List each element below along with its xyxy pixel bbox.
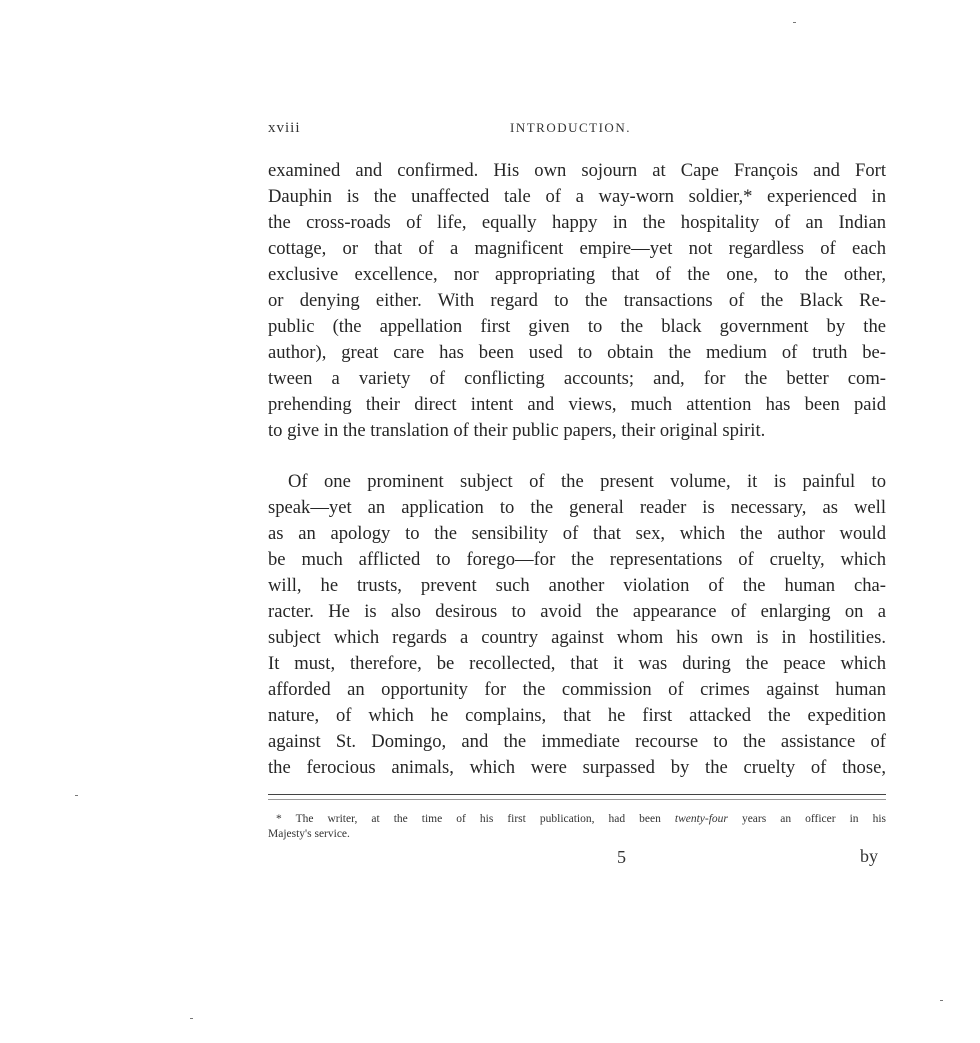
footnote-line (276, 812, 886, 826)
footnote-text: * The writer, at the time of his first publication, had been (276, 813, 661, 825)
text-line: author), great care has been used to obtain the medium of truth be- (268, 342, 886, 363)
footnote-text: years an officer in his (741, 813, 886, 825)
text-line: as an apology to the sensibility of that sex, which the author would (268, 523, 886, 544)
text-line: will, he trusts, prevent such another violation of the human cha- (268, 575, 886, 596)
text-line: the ferocious animals, which were surpassed by the cruelty of those, (268, 757, 886, 778)
footnote-rule (268, 794, 886, 800)
scan-speck (793, 22, 796, 23)
text-line: tween a variety of conflicting accounts; and, for the better com- (268, 368, 886, 389)
text-line: nature, of which he complains, that he first attacked the expedition (268, 705, 886, 726)
text-line: to give in the translation of their public papers, their original spirit. (268, 420, 766, 441)
text-line: the cross-roads of life, equally happy in the hospitality of an Indian (268, 212, 886, 233)
text-line: subject which regards a country against whom his own is in hostilities. (268, 627, 886, 648)
text-line: cottage, or that of a magnificent empire—yet not regardless of each (268, 238, 886, 259)
scan-speck (190, 1018, 193, 1019)
text-line: Dauphin is the unaffected tale of a way-worn soldier,* experienced in (268, 186, 886, 207)
text-line: be much afflicted to forego—for the representations of cruelty, which (268, 549, 886, 570)
text-line: Of one prominent subject of the present volume, it is painful to (288, 471, 886, 492)
running-head (268, 120, 888, 142)
text-line: prehending their direct intent and views, much attention has been paid (268, 394, 886, 415)
footnote-line: Majesty's service. (268, 828, 350, 840)
scan-speck (75, 795, 78, 796)
text-line: examined and confirmed. His own sojourn at Cape François and Fort (268, 160, 886, 181)
text-line: or denying either. With regard to the transactions of the Black Re- (268, 290, 886, 311)
text-line: against St. Domingo, and the immediate recourse to the assistance of (268, 731, 886, 752)
scan-speck (940, 1000, 943, 1001)
text-line: It must, therefore, be recollected, that it was during the peace which (268, 653, 886, 674)
catchword: by (860, 846, 878, 866)
footnote-emphasis: twenty-four (674, 813, 728, 825)
text-line: exclusive excellence, nor appropriating that of the one, to the other, (268, 264, 886, 285)
text-line: racter. He is also desirous to avoid the appearance of enlarging on a (268, 601, 886, 622)
text-line: afforded an opportunity for the commission of crimes against human (268, 679, 886, 700)
running-title: INTRODUCTION. (510, 120, 631, 135)
signature-mark: 5 (617, 847, 626, 867)
page-number: xviii (268, 120, 301, 136)
text-line: speak—yet an application to the general reader is necessary, as well (268, 497, 886, 518)
text-line: public (the appellation first given to the black government by the (268, 316, 886, 337)
